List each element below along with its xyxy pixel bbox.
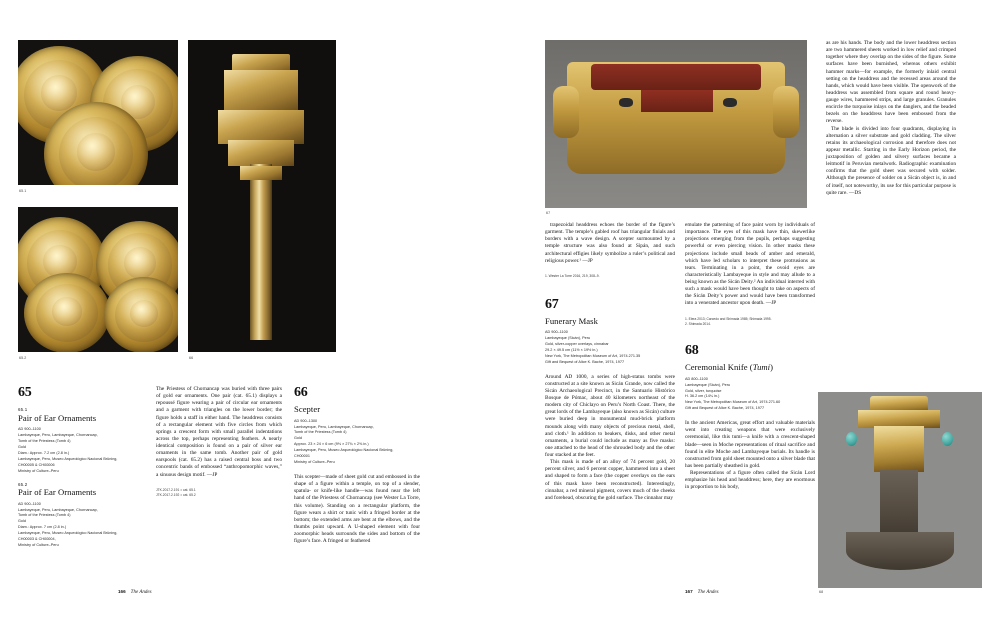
catalog-number-65: 65: [18, 385, 32, 400]
tombstone-line: New York, The Metropolitan Museum of Art, 1974.271.35: [545, 353, 641, 358]
object-subnumber: 65.1: [18, 407, 28, 412]
tombstone-line: Diam.: Approx. 7 cm (2.8 in.): [18, 525, 67, 530]
plate-funerary-mask: [545, 40, 807, 208]
object-65-2: [18, 482, 144, 550]
object-title-italic: Tumi: [752, 362, 771, 373]
entry-67-paragraph: This mask is made of an alloy of 74 percent gold, 20 percent silver, and 6 percent copper, hammered into a sheet and shaped to form a face (the copper overlays on the ears of this mask have been reconstructed). Interestingly, cinnabar, a red mineral pigment, covers much of the cheeks and forehead, obscuring the gold surface. The cinnabar may: [545, 459, 675, 501]
entry-67-body-column: [685, 222, 815, 491]
entry-66-column: [294, 386, 420, 545]
figure-label-65-1: 65.1: [19, 189, 27, 193]
tombstone-line: AD 800–1100: [685, 376, 708, 381]
note-line: 2. Shimada 2014.: [685, 322, 711, 327]
figure-label-68: 68: [819, 590, 824, 594]
object-title-end: ): [770, 362, 774, 373]
folio-section-title: The Andes: [697, 590, 719, 595]
tombstone-line: Gold: [18, 444, 27, 449]
tombstone-line: Ministry of Culture–Peru: [18, 543, 59, 548]
entry-67-notes: [685, 317, 815, 329]
object-title: Pair of Ear Ornaments: [18, 487, 97, 497]
tombstone-line: Gold, silver-copper overlays, cinnabar: [545, 341, 609, 346]
object-title: [685, 363, 815, 373]
plate-ear-ornaments-65-2: [18, 207, 178, 352]
folio-right: [685, 589, 719, 595]
continuation-paragraph: The blade is divided into four quadrants, displaying in alternation a silver substrate and gold cladding. The silver retains its archaeological corrosion and therefore does not appear metallic. Starting in the Early Horizon period, the juxtaposition of golden and silvery surfaces became a leitmotif in Peruvian metalwork. Radiographic examination confirms that the gold sheet was secured with solder. Although the presence of solder on a Sicán object is, in and of itself, not noteworthy, its use for this particular purpose is quite rare. —DS: [826, 125, 956, 196]
catalog-number-67: 67: [545, 296, 559, 312]
entry-67-paragraph: emulate the patterning of face paint worn by individuals of importance. The eyes of this mask have thin, skewerlike projections emerging from the pupils, perhaps suggesting powerful or even piercing vision. In other masks these projections include small beads of amber and emerald, which have led scholars to interpret these protrusions as tears. Terminating in a point, the ovoid eyes are characteristically Lambayeque in style and may allude to a being known as the Sicán Deity.² An individual interred with such a mask would have been thought to take on aspects of the Sicán Deity’s power and would have been transformed into a venerated ancestor upon death. —JP: [685, 222, 815, 307]
catalog-number-68: 68: [685, 343, 699, 359]
tombstone-line: New York, The Metropolitan Museum of Art, 1974.271.60: [685, 400, 781, 405]
folio-page-number: 167: [685, 589, 693, 594]
entry-68-paragraph: In the ancient Americas, great effort and valuable materials went into creating weapons that were exclusively ceremonial, like this tumi—a knife with a crescent-shaped blade—seen in Moche representations of ritual sacrifice and found in elite Moche and Lambayeque burials. Its handle is constructed from gold sheet mounted onto a silver blade that has been partially sheathed in gold.: [685, 420, 815, 469]
object-title: Scepter: [294, 404, 321, 414]
entry-68-paragraph: Representations of a figure often called the Sicán Lord emphasize his head and headdress; here, they are enormous in proportion to his body,: [685, 470, 815, 491]
catalog-number-66: 66: [294, 385, 308, 400]
tombstone-line: Approx. 23 × 24 × 6 cm (9⅛ × 27¾ × 2⅜ in.): [294, 442, 369, 447]
tombstone-line: Lambayeque, Peru, Museo Arqueológico Nacional Brüning,: [18, 456, 118, 461]
tombstone-line: H. 36.2 cm (14¼ in.): [685, 394, 720, 399]
plate-ceremonial-knife: [818, 392, 982, 588]
object-title: Pair of Ear Ornaments: [18, 412, 97, 423]
tombstone-line: Gold, silver, turquoise: [685, 388, 722, 393]
figure-label-65-2: 65.2: [19, 356, 27, 360]
tombstone-line: Lambayeque, Peru, Lambayeque, Chornancap,: [294, 424, 374, 429]
entry-66-note: [545, 274, 675, 280]
folio-section-title: The Andes: [130, 590, 152, 595]
tombstone-line: Ministry of Culture–Peru: [18, 468, 59, 473]
tombstone-line: Tomb of the Priestess (Tomb 4): [294, 430, 347, 435]
tombstone-line: Lambayeque (Sicán), Peru: [545, 336, 591, 341]
continuation-column: [826, 40, 956, 197]
note-line: 1. Elera 2013; Carcedo and Shimada 1985; Shimada 1995.: [685, 316, 772, 321]
object-tombstone: [18, 427, 144, 474]
figure-label-67: 67: [546, 211, 551, 215]
note-line: JTK.2017.2.192 = cat. 65.2: [156, 493, 196, 498]
tombstone-line: Lambayeque, Peru, Lambayeque, Chornancap,: [18, 433, 98, 438]
entry-65-notes: [156, 488, 282, 500]
folio-page-number: 166: [118, 589, 126, 594]
entry-65-paragraph: The Priestess of Chornancap was buried with three pairs of gold ear ornaments. One pair (cat. 65.1) displays a repoussé figure wearing a pair of circular ear ornaments and a garment with triangles on the lower border; the figure holds a staff in either hand. The headdress consists of a rectangular element with five circles from which springs a crescent form with small parallel indentations across the top, perhaps representing feathers. A nearly identical composition is found on a pair of silver ear ornaments in the same tomb. Another pair of gold earspools (cat. 65.2) has a raised central boss and two concentric bands of embossed “anthropomorphic waves,” a sinuous design motif. —JP: [156, 386, 282, 478]
note-line: JTK.2017.2.191 = cat. 65.1: [156, 487, 196, 492]
tombstone-line: Gift and Bequest of Alice K. Bache, 1974, 1977: [685, 406, 765, 411]
plate-scepter: [188, 40, 336, 352]
object-65-1: [18, 407, 144, 475]
object-title-text: Ceremonial Knife (: [685, 362, 753, 373]
plate-ear-ornaments-65-1: [18, 40, 178, 185]
entry-65-body-column: [156, 386, 282, 499]
tombstone-line: CH00005 & CH00006: [18, 462, 55, 467]
object-tombstone: [685, 377, 815, 413]
tombstone-line: Lambayeque, Peru, Museo Arqueológico Nacional Brüning,: [294, 448, 394, 453]
object-tombstone: [545, 330, 675, 366]
entry-67-column: [545, 222, 675, 502]
tombstone-line: Lambayeque, Peru, Museo Arqueológico Nacional Brüning,: [18, 531, 118, 536]
tombstone-line: Lambayeque, Peru, Lambayeque, Chornancap,: [18, 507, 98, 512]
entry-65-column: [18, 386, 144, 556]
object-tombstone: [18, 502, 144, 549]
object-title: Funerary Mask: [545, 315, 598, 326]
tombstone-line: AD 900–1300: [294, 418, 318, 423]
tombstone-line: Lambayeque (Sicán), Peru: [685, 382, 731, 387]
tombstone-line: Gift and Bequest of Alice K. Bache, 1974, 1977: [545, 359, 625, 364]
tombstone-line: Tomb of the Priestess (Tomb 4): [18, 513, 71, 518]
tombstone-line: AD 900–1100: [18, 427, 41, 432]
object-subnumber: 65.2: [18, 481, 28, 487]
tombstone-line: AD 900–1100: [545, 330, 568, 335]
tombstone-line: 29.2 × 49.5 cm (11½ × 19½ in.): [545, 347, 598, 352]
tombstone-line: CH00003 & CH00004,: [18, 537, 56, 542]
tombstone-line: Tomb of the Priestess (Tomb 4): [18, 438, 71, 443]
note-line: 1. Wester La Torre 2016, 219, 308–9.: [545, 273, 600, 278]
folio-left: [118, 589, 152, 595]
object-tombstone: [294, 419, 420, 466]
entry-66-continuation: trapezoidal headdress echoes the border of the figure’s garment. The temple’s gabled roof has triangular finials and borders with a wave design. A scepter surmounted by a temple structure was also found at Sipán, and such architectural effigies likely symbolize a ruler’s political and religious power.¹ —JP: [545, 222, 675, 264]
entry-66-paragraph: This scepter—made of sheet gold cut and embossed in the shape of a figure within a temple, on top of a slender, spatula- or knife-like handle—was found near the left hand of the Priestess of Chornancap (see Wester La Torre, this volume). Standing on a rectangular platform, the figure wears a shirt or tunic with a fringed border at the bottom; the extended arms are bent at the elbows, and the thumbs point upward. A U-shaped element with four zoomorphic heads surrounds the sides and bottom of the figure’s face. A fringed or feathered: [294, 474, 420, 545]
entry-67-paragraph: Around AD 1000, a series of high-status tombs were constructed at a site known as Sicán Grande, now called the Sicán Archaeological Precinct, in the Santuario Histórico Bosque de Pómac, about 40 kilometers northeast of the modern city of Chiclayo on Peru’s North Coast. There, the great lords of the Lambayeque (also known as Sicán) culture were buried deep in monumental mud-brick platform mounds along with many objects of precious metal, shell, and cloth.¹ In addition to beakers, disks, and other metal ornaments, a burial could include as many as five masks: one attached to the head of the shrouded body and the other four stacked at the feet.: [545, 373, 675, 459]
tombstone-line: Ministry of Culture–Peru: [294, 460, 335, 465]
tombstone-line: Diam.: Approx. 7.2 cm (2.8 in.): [18, 450, 70, 455]
tombstone-line: Gold: [294, 436, 303, 441]
tombstone-line: AD 900–1100: [18, 501, 41, 506]
continuation-paragraph: as are his hands. The body and the lower headdress section are two hammered sheets worked in low relief and crimped together where they overlap on the sides of the figure. Some surfaces have been burnished, whereas others exhibit hammer marks—for example, the formerly inlaid central setting on the headdress and the recessed areas around the hands, which would have been visible. The openwork of the headdress was assembled from square and round heavy-gauge wires, hammered strips, and large granules. Granules encircle the turquoise inlays on the danglers, and the beaded bezels on the headdress have been embossed from the reverse.: [826, 40, 956, 125]
figure-label-66: 66: [189, 356, 194, 360]
tombstone-line: Gold: [18, 519, 27, 524]
tombstone-line: CH00001: [294, 454, 310, 459]
